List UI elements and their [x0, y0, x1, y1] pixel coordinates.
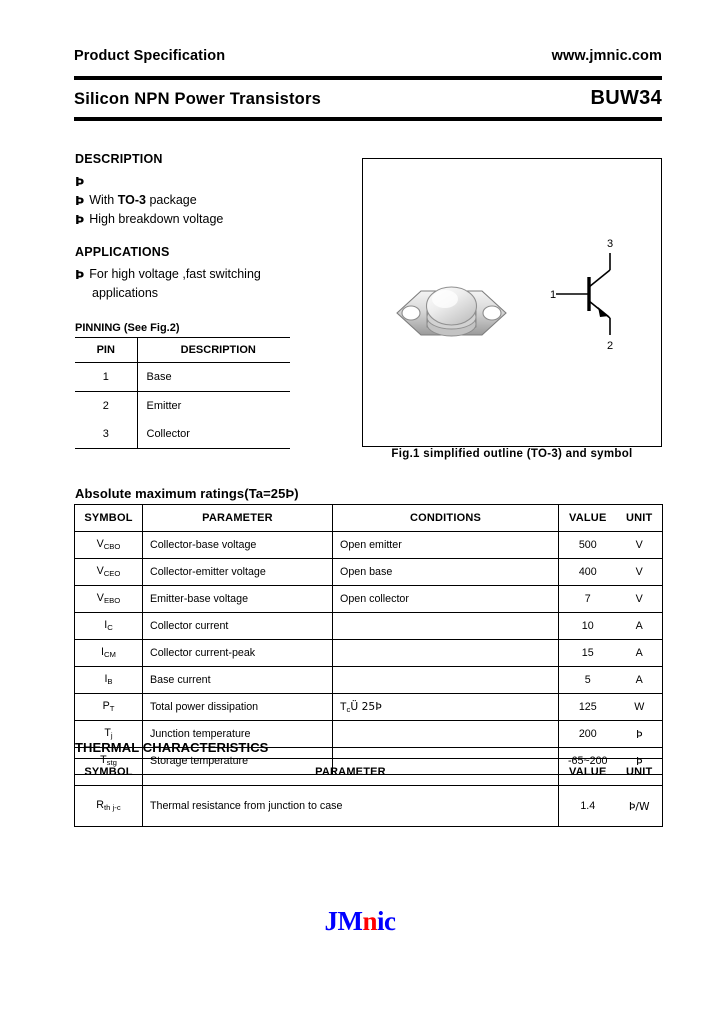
amr-symbol: $T_j$	[75, 721, 143, 748]
amr-symbol: $I_B$	[75, 667, 143, 694]
amr-unit: V	[617, 532, 663, 559]
table-header-row	[75, 759, 663, 786]
table-row	[75, 667, 663, 694]
amr-unit: Þ	[617, 721, 663, 748]
thc-symbol: $R_{th j-c}$	[75, 786, 143, 827]
bullet-icon: Þ	[75, 212, 85, 227]
logo-text-part3: ic	[377, 906, 396, 936]
amr-conditions: Open base	[333, 559, 559, 586]
thc-value: 1.4	[559, 786, 617, 827]
jmnic-logo	[0, 906, 720, 937]
amr-conditions	[333, 721, 559, 748]
figure-caption: Fig.1 simplified outline (TO-3) and symbol	[391, 448, 633, 460]
pinning-col-description: DESCRIPTION	[137, 338, 290, 363]
amr-symbol: $V_{CEO}$	[75, 559, 143, 586]
amr-parameter: Emitter-base voltage	[143, 586, 333, 613]
table-row	[75, 586, 663, 613]
amr-value: 400	[559, 559, 617, 586]
applications-item-1-continuation: applications	[92, 286, 159, 300]
logo-text-part2: n	[362, 906, 377, 936]
description-item-3	[75, 210, 345, 229]
thc-unit: Þ/W	[617, 786, 663, 827]
table-row	[75, 559, 663, 586]
description-heading: DESCRIPTION	[75, 152, 163, 166]
pinning-description: Collector	[137, 420, 290, 449]
amr-value: -65~200	[559, 748, 617, 775]
description-item-1	[75, 172, 345, 191]
amr-conditions: $T_cÜ$ 25Þ	[333, 694, 559, 721]
applications-item-1-label: For high voltage ,fast switching	[89, 267, 261, 281]
thc-col-unit: UNIT	[617, 759, 663, 786]
table-header-row	[75, 338, 290, 363]
pinning-section	[75, 322, 290, 449]
amr-col-conditions: CONDITIONS	[333, 505, 559, 532]
amr-value: 200	[559, 721, 617, 748]
applications-heading: APPLICATIONS	[75, 245, 170, 259]
symbol-pin-1-label: 1	[550, 289, 557, 301]
amr-symbol: $I_{CM}$	[75, 640, 143, 667]
to3-package-image	[389, 269, 514, 359]
amr-parameter: Collector-emitter voltage	[143, 559, 333, 586]
npn-transistor-symbol	[548, 237, 643, 352]
amr-unit: Þ	[617, 748, 663, 775]
amr-unit: W	[617, 694, 663, 721]
thc-parameter: Thermal resistance from junction to case	[143, 786, 559, 827]
amr-parameter: Base current	[143, 667, 333, 694]
amr-value: 500	[559, 532, 617, 559]
amr-conditions	[333, 613, 559, 640]
table-row	[75, 392, 290, 421]
amr-unit: A	[617, 613, 663, 640]
symbol-pin-2-label: 2	[606, 340, 614, 352]
header-rule-top	[74, 76, 662, 80]
amr-col-symbol: SYMBOL	[75, 505, 143, 532]
amr-unit: A	[617, 640, 663, 667]
table-header-row	[75, 505, 663, 532]
amr-unit: V	[617, 559, 663, 586]
description-item-2	[75, 191, 345, 210]
pinning-pin: 3	[75, 420, 137, 449]
page-header	[74, 48, 662, 64]
pinning-title: PINNING (See Fig.2)	[75, 322, 180, 334]
amr-parameter: Collector-base voltage	[143, 532, 333, 559]
thc-col-value: VALUE	[559, 759, 617, 786]
pinning-pin: 1	[75, 363, 137, 392]
table-row	[75, 363, 290, 392]
document-type-label: Product Specification	[74, 48, 226, 64]
table-row	[75, 786, 663, 827]
bullet-icon: Þ	[75, 193, 85, 208]
table-row	[75, 613, 663, 640]
table-row	[75, 420, 290, 449]
amr-value: 15	[559, 640, 617, 667]
logo-text-part1: JM	[324, 906, 363, 936]
amr-value: 7	[559, 586, 617, 613]
amr-symbol: $I_C$	[75, 613, 143, 640]
amr-conditions: Open collector	[333, 586, 559, 613]
amr-parameter: Collector current-peak	[143, 640, 333, 667]
amr-parameter: Total power dissipation	[143, 694, 333, 721]
description-item-3-label: High breakdown voltage	[89, 212, 224, 226]
amr-value: 5	[559, 667, 617, 694]
amr-symbol: $V_{CBO}$	[75, 532, 143, 559]
absolute-maximum-ratings-table	[74, 504, 663, 775]
amr-col-value: VALUE	[559, 505, 617, 532]
amr-parameter: Junction temperature	[143, 721, 333, 748]
amr-value: 125	[559, 694, 617, 721]
amr-unit: V	[617, 586, 663, 613]
pinning-description: Base	[146, 371, 172, 383]
bullet-icon: Þ	[75, 267, 85, 282]
part-number: BUW34	[590, 87, 662, 109]
amr-conditions	[333, 667, 559, 694]
description-block	[75, 152, 345, 303]
amr-conditions	[333, 640, 559, 667]
pinning-table	[75, 337, 290, 449]
thermal-characteristics-table	[74, 758, 663, 827]
amr-unit: A	[617, 667, 663, 694]
amr-parameter: Storage temperature	[143, 748, 333, 775]
website-url: www.jmnic.com	[551, 48, 662, 64]
table-row	[75, 532, 663, 559]
description-item-2-label: With TO-3 package	[89, 193, 197, 207]
symbol-pin-3-label: 3	[606, 238, 614, 250]
amr-symbol: $T_{stg}$	[75, 748, 143, 775]
amr-symbol: $P_T$	[75, 694, 143, 721]
header-rule-bottom	[74, 117, 662, 121]
pinning-pin: 2	[75, 392, 137, 421]
amr-symbol: $V_{EBO}$	[75, 586, 143, 613]
amr-conditions: Open emitter	[333, 532, 559, 559]
thermal-characteristics-title: THERMAL CHARACTERISTICS	[75, 740, 269, 755]
amr-parameter: Collector current	[143, 613, 333, 640]
pinning-description: Emitter	[137, 392, 290, 421]
pinning-col-pin: PIN	[75, 338, 137, 363]
amr-col-unit: UNIT	[617, 505, 663, 532]
bullet-icon: Þ	[75, 174, 85, 189]
amr-col-parameter: PARAMETER	[143, 505, 333, 532]
thc-col-symbol: SYMBOL	[75, 759, 143, 786]
page-title: Silicon NPN Power Transistors	[74, 90, 321, 108]
table-row	[75, 694, 663, 721]
figure-box	[362, 158, 662, 447]
title-row	[74, 87, 662, 110]
table-row	[75, 640, 663, 667]
absolute-maximum-ratings-title: Absolute maximum ratings(Ta=25Þ)	[75, 486, 299, 501]
amr-value: 10	[559, 613, 617, 640]
thc-col-parameter: PARAMETER	[143, 759, 559, 786]
applications-item-1	[75, 265, 345, 284]
